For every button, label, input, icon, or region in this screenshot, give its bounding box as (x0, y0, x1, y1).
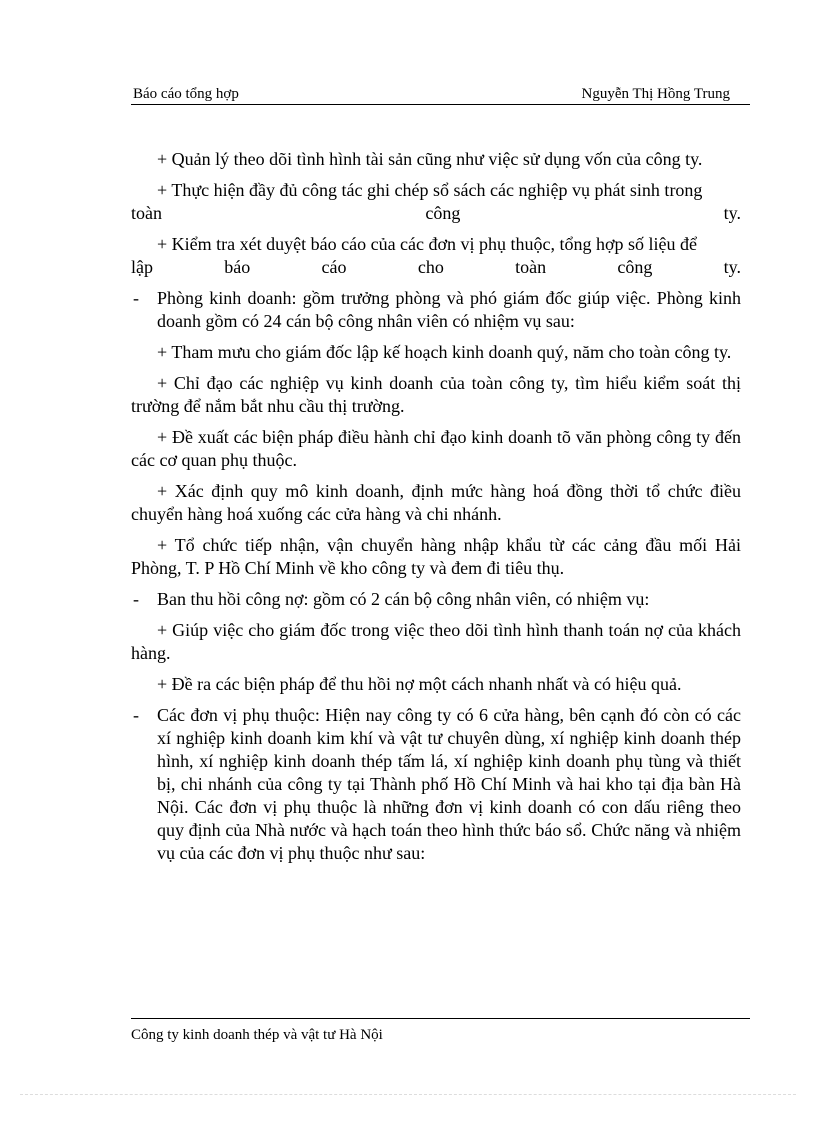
header-author: Nguyễn Thị Hồng Trung (581, 86, 730, 102)
page-header (131, 84, 750, 105)
header-title: Báo cáo tổng hợp (133, 86, 239, 102)
paragraph-payment-tracking: + Giúp việc cho giám đốc trong việc theo dõi tình hình thanh toán nợ của khách hàng. (131, 620, 741, 663)
paragraph-bookkeeping (131, 179, 741, 225)
page-edge-divider (20, 1094, 796, 1095)
document-body (131, 148, 741, 873)
paragraph-planning: + Tham mưu cho giám đốc lập kế hoạch kinh doanh quý, năm cho toàn công ty. (157, 342, 732, 362)
paragraph-line: + Thực hiện đầy đủ công tác ghi chép sổ sách các nghiệp vụ phát sinh trong (157, 180, 703, 200)
bullet-text: Phòng kinh doanh: gồm trưởng phòng và phó giám đốc giúp việc. Phòng kinh doanh gồm có 24 cán bộ công nhân viên có nhiệm vụ sau: (157, 288, 741, 331)
bullet-debt-collection (131, 588, 741, 611)
bullet-business-department (131, 287, 741, 333)
page-footer (131, 1018, 750, 1045)
paragraph-line-justified: toàn công ty. (131, 203, 741, 223)
bullet-text: Ban thu hồi công nợ: gồm có 2 cán bộ công nhân viên, có nhiệm vụ: (157, 589, 650, 609)
footer-company: Công ty kinh doanh thép và vật tư Hà Nội (131, 1027, 383, 1043)
bullet-dash: - (133, 705, 139, 725)
bullet-subsidiaries (131, 704, 741, 865)
paragraph-report-review (131, 233, 741, 279)
paragraph-recovery: + Đề ra các biện pháp để thu hồi nợ một cách nhanh nhất và có hiệu quả. (157, 674, 682, 694)
bullet-text: Các đơn vị phụ thuộc: Hiện nay công ty có 6 cửa hàng, bên cạnh đó còn có các xí nghiệp kinh doanh kim khí và vật tư chuyên dùng, xí nghiệp kinh doanh thép hình, xí nghiệp kinh doanh thép tấm lá, xí nghiệp kinh doanh phụ tùng và thiết bị, chi nhánh của công ty tại Thành phố Hồ Chí Minh và hai kho tại địa bàn Hà Nội. Các đơn vị phụ thuộc là những đơn vị kinh doanh có con dấu riêng theo quy định của Nhà nước và hạch toán theo hình thức báo sổ. Chức năng và nhiệm vụ của các đơn vị phụ thuộc như sau: (157, 705, 741, 863)
bullet-dash: - (133, 589, 139, 609)
paragraph-scale: + Xác định quy mô kinh doanh, định mức hàng hoá đồng thời tổ chức điều chuyển hàng hoá xuống các cửa hàng và chi nhánh. (131, 481, 741, 524)
paragraph-asset-tracking: + Quản lý theo dõi tình hình tài sản cũng như việc sử dụng vốn của công ty. (157, 149, 703, 169)
paragraph-line-justified: lập báo cáo cho toàn công ty. (131, 257, 741, 277)
paragraph-import: + Tổ chức tiếp nhận, vận chuyển hàng nhập khẩu từ các cảng đầu mối Hải Phòng, T. P Hồ Chí Minh về kho công ty và đem đi tiêu thụ. (131, 535, 741, 578)
bullet-dash: - (133, 288, 139, 308)
paragraph-proposal: + Đề xuất các biện pháp điều hành chỉ đạo kinh doanh tõ văn phòng công ty đến các cơ quan phụ thuộc. (131, 427, 741, 470)
paragraph-direction: + Chỉ đạo các nghiệp vụ kinh doanh của toàn công ty, tìm hiểu kiểm soát thị trường để nắm bắt nhu cầu thị trường. (131, 373, 741, 416)
paragraph-line: + Kiểm tra xét duyệt báo cáo của các đơn vị phụ thuộc, tổng hợp số liệu để (157, 234, 698, 254)
